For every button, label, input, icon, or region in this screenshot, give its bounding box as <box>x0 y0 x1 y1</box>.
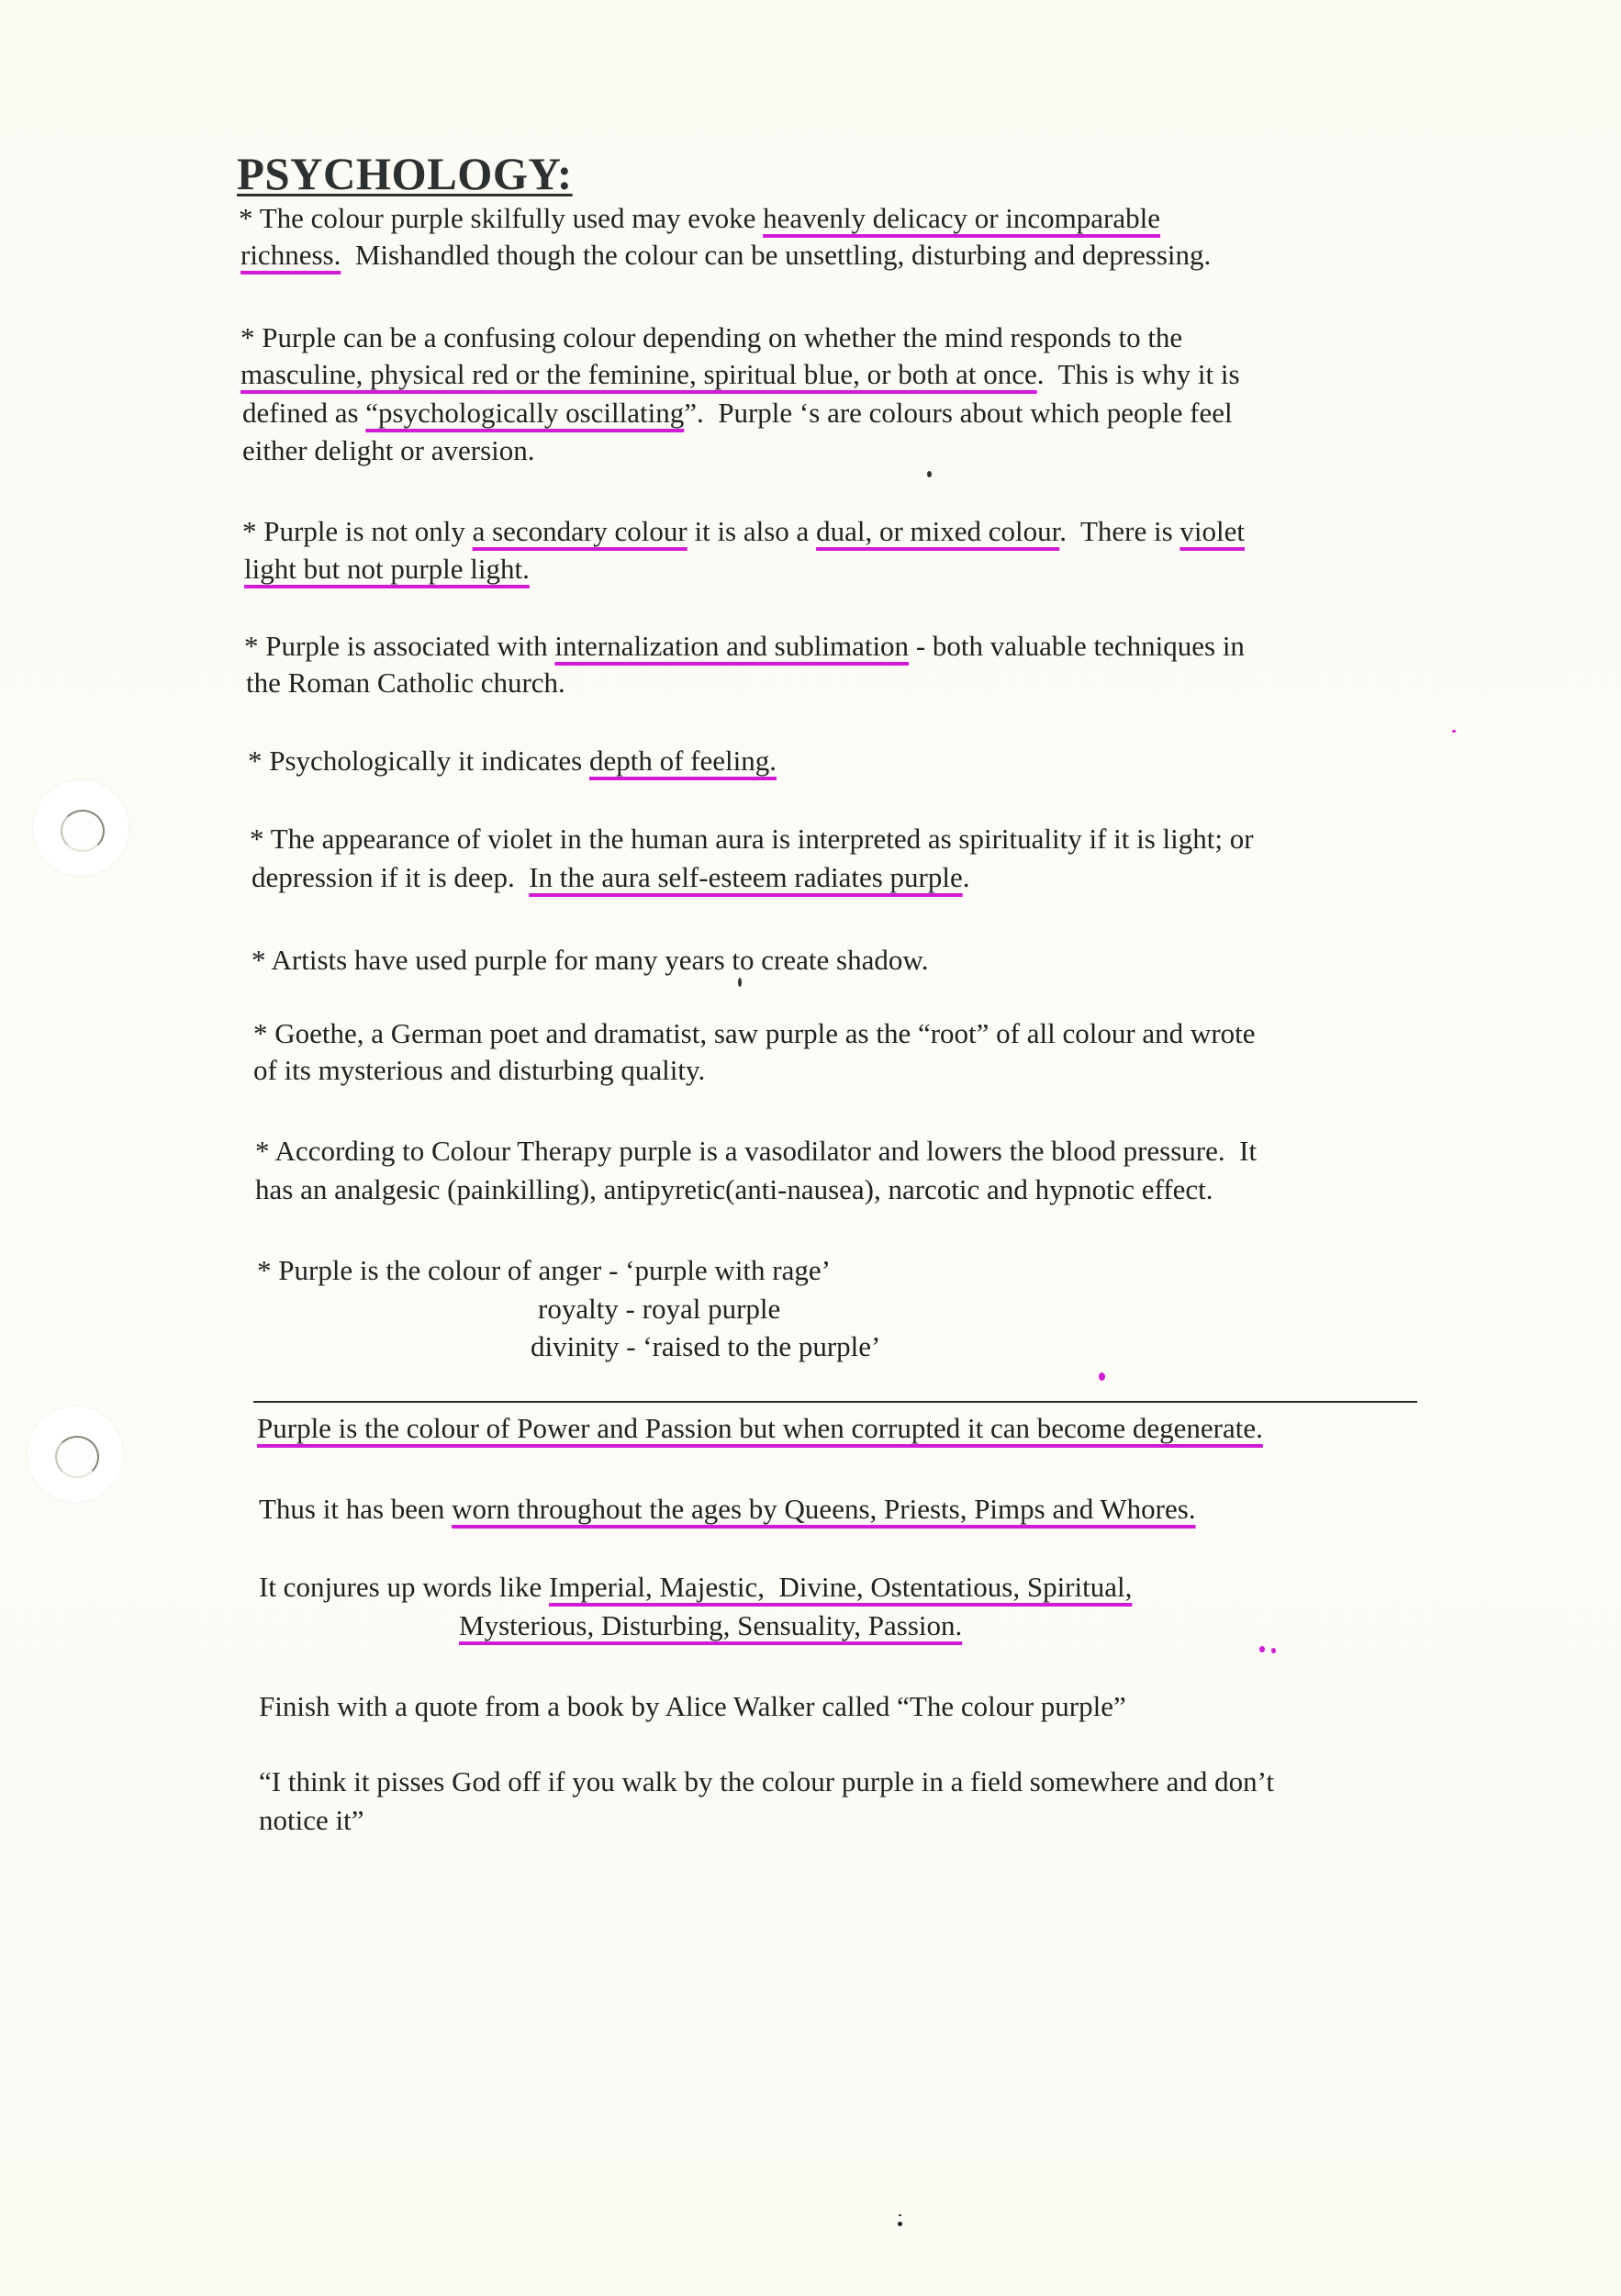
scan-speck <box>738 978 742 987</box>
summary-line <box>259 1495 1196 1523</box>
bullet-line <box>242 436 535 465</box>
page-title: PSYCHOLOGY: <box>237 148 573 199</box>
text-run: * Psychologically it indicates <box>248 745 589 777</box>
bullet-line <box>531 1332 880 1361</box>
highlighted-text: Mysterious, Disturbing, Sensuality, Passion. <box>459 1609 963 1641</box>
text-run: . <box>962 861 970 893</box>
highlighted-text: richness. <box>240 239 341 271</box>
scan-speck <box>898 2222 902 2226</box>
text-run: * Artists have used purple for many years to create shadow. <box>252 944 929 976</box>
section-divider <box>253 1401 1417 1403</box>
bullet-line <box>248 746 777 775</box>
bullet-line <box>240 323 1182 352</box>
bullet-line <box>538 1294 780 1323</box>
text-run: * Purple is associated with <box>244 630 555 662</box>
text-run: defined as <box>242 397 366 429</box>
bullet-line <box>244 554 530 583</box>
text-run: . This is why it is <box>1036 358 1240 390</box>
summary-line <box>259 1692 1126 1720</box>
hole-punch-reinforcement-top <box>33 780 129 876</box>
bullet-line <box>244 632 1245 660</box>
text-run: Thus it has been <box>259 1493 453 1525</box>
text-run: it is also a <box>687 515 817 547</box>
bullet-line <box>240 360 1240 388</box>
text-run: divinity - ‘raised to the purple’ <box>531 1330 881 1362</box>
bullet-line <box>240 241 1211 269</box>
highlighted-text: Purple is the colour of Power and Passion but when corrupted it can become degenerate. <box>257 1412 1263 1444</box>
bullet-line <box>252 946 928 974</box>
bullet-line <box>246 668 565 697</box>
bullet-line <box>250 824 1254 853</box>
highlighter-dot <box>1259 1646 1265 1652</box>
highlighted-text: light but not purple light. <box>244 553 530 585</box>
summary-line <box>257 1414 1263 1442</box>
highlighted-text: internalization and sublimation <box>554 630 910 662</box>
text-run: * According to Colour Therapy purple is a vasodilator and lowers the blood pressure. It <box>255 1135 1258 1167</box>
text-run: * Goethe, a German poet and dramatist, saw purple as the “root” of all colour and wrote <box>253 1017 1256 1049</box>
text-run: depression if it is deep. <box>252 861 530 893</box>
bullet-line <box>253 1056 705 1084</box>
text-run: * The colour purple skilfully used may evoke <box>239 202 764 234</box>
text-run: “I think it pisses God off if you walk by the colour purple in a field somewhere and don’t <box>259 1765 1275 1798</box>
text-run: ”. Purple ‘s are colours about which people feel <box>684 397 1233 429</box>
text-run: * Purple is not only <box>242 515 473 547</box>
text-run: * The appearance of violet in the human aura is interpreted as spirituality if it is light; or <box>250 823 1254 855</box>
bullet-line <box>242 517 1245 545</box>
scan-speck <box>899 2214 901 2216</box>
text-run: either delight or aversion. <box>242 434 535 466</box>
highlighted-text: masculine, physical red or the feminine, spiritual blue, or both at once <box>240 358 1037 390</box>
bullet-line <box>257 1256 831 1284</box>
text-run: . There is <box>1059 515 1180 547</box>
text-run: has an analgesic (painkilling), antipyretic(anti-nausea), narcotic and hypnotic effect. <box>255 1173 1213 1205</box>
highlighted-text: heavenly delicacy or incomparable <box>763 202 1161 234</box>
text-run: Mishandled though the colour can be unsettling, disturbing and depressing. <box>341 239 1212 271</box>
highlighter-dot <box>1099 1372 1105 1381</box>
text-run: the Roman Catholic church. <box>246 666 565 699</box>
bullet-line <box>255 1137 1257 1165</box>
summary-line <box>259 1767 1274 1796</box>
text-run: royalty - royal purple <box>538 1293 781 1325</box>
highlighted-text: “psychologically oscillating <box>365 397 685 429</box>
text-run: of its mysterious and disturbing quality. <box>253 1054 706 1086</box>
highlighted-text: violet <box>1179 515 1246 547</box>
text-run: * Purple is the colour of anger - ‘purple with rage’ <box>257 1254 831 1286</box>
highlighted-text: worn throughout the ages by Queens, Priests, Pimps and Whores. <box>452 1493 1196 1525</box>
highlighter-dot <box>1452 730 1456 733</box>
highlighted-text: dual, or mixed colour <box>816 515 1060 547</box>
highlighted-text: a secondary colour <box>472 515 688 547</box>
bullet-line <box>252 863 969 891</box>
bullet-line <box>253 1019 1256 1047</box>
highlighted-text: depth of feeling. <box>588 745 777 777</box>
text-run: * Purple can be a confusing colour depending on whether the mind responds to the <box>240 321 1183 353</box>
highlighted-text: In the aura self-esteem radiates purple <box>529 861 963 893</box>
bullet-line <box>242 398 1233 427</box>
highlighted-text: Imperial, Majestic, Divine, Ostentatious, Spiritual, <box>548 1571 1133 1603</box>
bullet-line <box>239 204 1160 232</box>
summary-line <box>259 1806 363 1834</box>
scan-speck <box>927 471 932 477</box>
bullet-line <box>255 1175 1213 1204</box>
text-run: notice it” <box>259 1804 364 1836</box>
text-run: It conjures up words like <box>259 1571 549 1603</box>
summary-line <box>459 1611 962 1640</box>
highlighter-dot <box>1271 1648 1276 1653</box>
text-run: - both valuable techniques in <box>909 630 1245 662</box>
hole-punch-reinforcement-bottom <box>28 1406 123 1502</box>
summary-line <box>259 1573 1132 1601</box>
text-run: Finish with a quote from a book by Alice Walker called “The colour purple” <box>259 1690 1126 1722</box>
